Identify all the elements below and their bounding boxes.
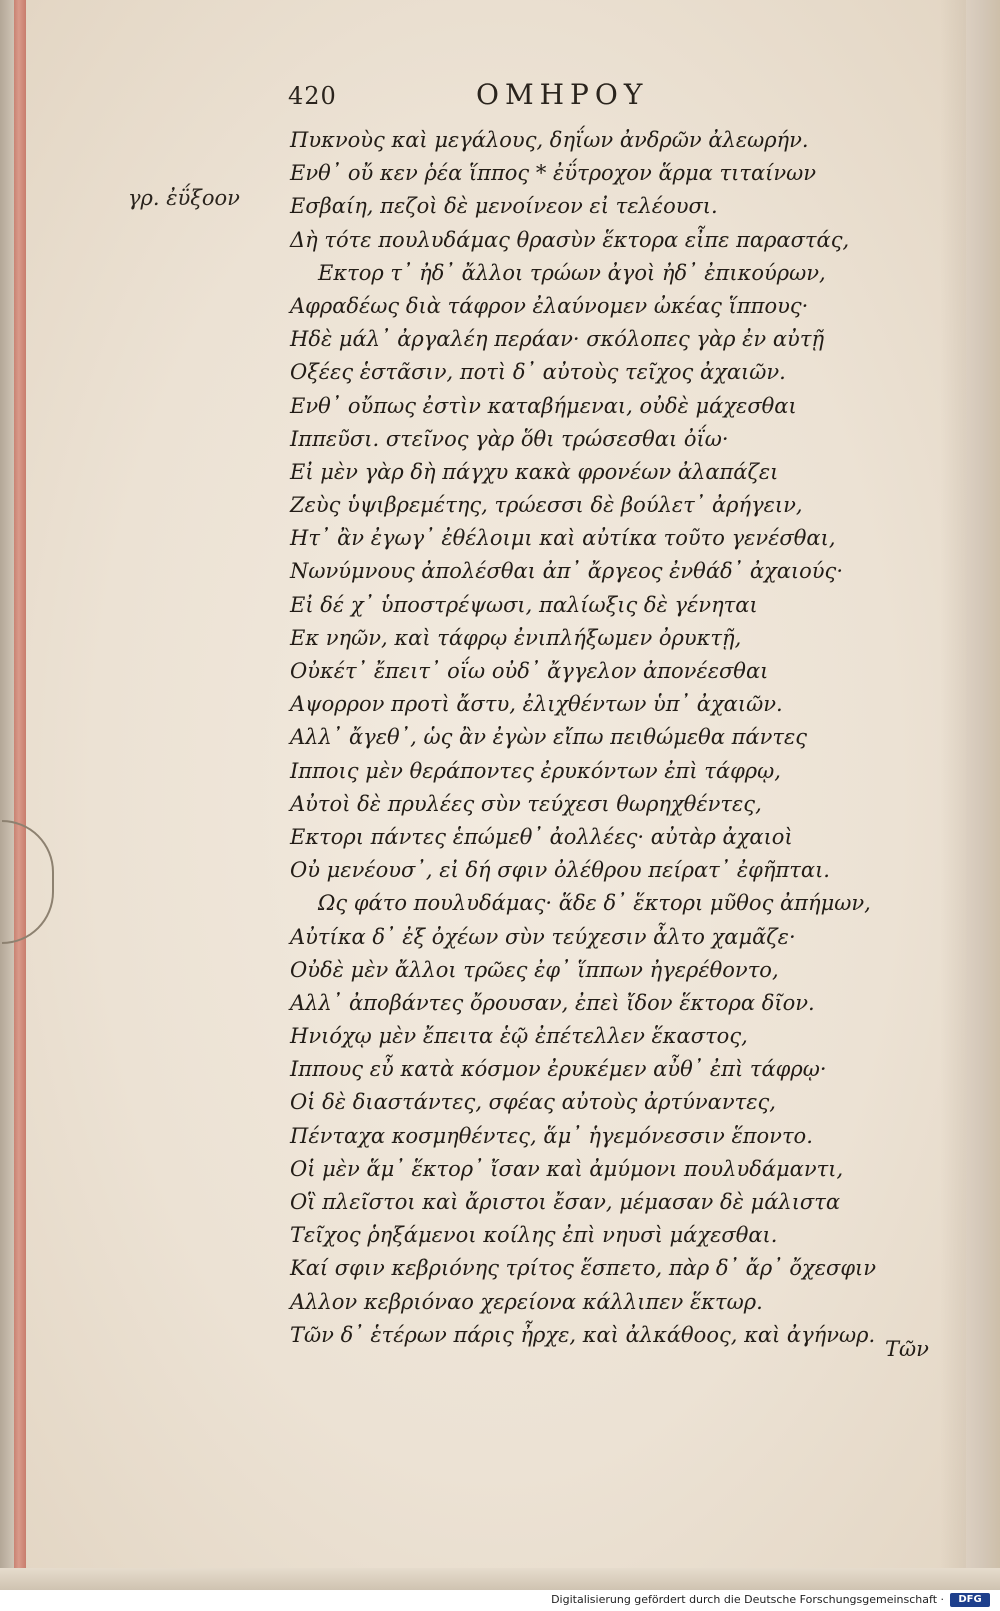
verse-line: Αψορρον προτὶ ἄστυ, ἐλιχθέντων ὑπ᾽ ἀχαιῶν.	[290, 692, 783, 717]
red-page-edge	[14, 0, 26, 1590]
verse-line: Ενθ᾽ οὔπως ἐστὶν καταβήμεναι, οὐδὲ μάχεσθαι	[290, 393, 797, 418]
verse-line: Αφραδέως διὰ τάφρον ἐλαύνομεν ὠκέας ἵππους·	[290, 293, 809, 318]
verse-line: Ητ᾽ ἂν ἐγωγ᾽ ἐθέλοιμι καὶ αὐτίκα τοῦτο γενέσθαι,	[290, 526, 836, 551]
page-bottom-edge	[0, 1568, 1000, 1590]
verse-line: Ως φάτο πουλυδάμας· ἅδε δ᾽ ἕκτορι μῦθος ἀπήμων,	[318, 891, 871, 916]
verse-line: Οὐκέτ᾽ ἔπειτ᾽ οΐω οὐδ᾽ ἄγγελον ἀπονέεσθαι	[290, 659, 769, 683]
verse-line: Οὐ μενέουσ᾽, εἰ δή σφιν ὀλέθρου πείρατ᾽ ἐφῆπται.	[290, 858, 830, 883]
verse-line: Αλλ᾽ ἄγεθ᾽, ὡς ἂν ἐγὼν εἴπω πειθώμεθα πάντες	[290, 725, 808, 750]
digitization-footer	[0, 1590, 1000, 1611]
verse-line: Καί σφιν κεβριόνης τρίτος ἕσπετο, πὰρ δ᾽ ἄρ᾽ ὄχεσφιν	[290, 1256, 877, 1281]
verse-line: Ιππεῦσι. στεῖνος γὰρ ὅθι τρώσεσθαι ὀΐω·	[290, 426, 729, 451]
verse-line: Εἰ μὲν γὰρ δὴ πάγχυ κακὰ φρονέων ἀλαπάζει	[290, 459, 779, 484]
verse-line: Ενθ᾽ οὔ κεν ῥέα ἵππος * ἐΰτροχον ἅρμα τιταίνων	[290, 161, 817, 186]
verse-line: Οἱ δὲ διαστάντες, σφέας αὐτοὺς ἀρτύναντες,	[290, 1090, 776, 1115]
verse-line: Πένταχα κοσμηθέντες, ἅμ᾽ ἡγεμόνεσσιν ἕποντο.	[290, 1123, 813, 1148]
verse-line: Τεῖχος ῥηξάμενοι κοίλης ἐπὶ νηυσὶ μάχεσθαι.	[290, 1223, 778, 1248]
book-edge	[0, 0, 14, 1590]
verse-line: Αὐτοὶ δὲ πρυλέες σὺν τεύχεσι θωρηχθέντες,	[290, 791, 762, 816]
verse-line: Αὐτίκα δ᾽ ἐξ ὀχέων σὺν τεύχεσιν ἆλτο χαμᾶζε·	[290, 924, 796, 949]
funding-credit: Digitalisierung gefördert durch die Deutsche Forschungsgemeinschaft ·	[551, 1593, 944, 1606]
margin-note: γρ. ἐΰξοον	[128, 186, 240, 210]
verse-line: Εκ νηῶν, καὶ τάφρῳ ἐνιπλήξωμεν ὀρυκτῇ,	[290, 625, 742, 650]
verse-line: Ιπποις μὲν θεράποντες ἐρυκόντων ἐπὶ τάφρῳ,	[290, 758, 781, 783]
verse-line: Τῶν δ᾽ ἑτέρων πάρις ἦρχε, καὶ ἀλκάθοος, καὶ ἀγήνωρ.	[290, 1322, 876, 1347]
verse-line: Ηδὲ μάλ᾽ ἀργαλέη περάαν· σκόλοπες γὰρ ἐν αὐτῇ	[290, 327, 825, 352]
verse-line: Ηνιόχῳ μὲν ἔπειτα ἑῷ ἐπέτελλεν ἕκαστος,	[290, 1024, 748, 1049]
verse-line: Αλλον κεβριόναο χερείονα κάλλιπεν ἕκτωρ.	[290, 1289, 763, 1314]
verse-line: Νωνύμνους ἀπολέσθαι ἀπ᾽ ἄργεος ἐνθάδ᾽ ἀχαιούς·	[290, 559, 843, 584]
page-number: 420	[288, 82, 337, 110]
running-title: ΟΜΗΡΟΥ	[476, 78, 649, 111]
verse-line: Ζεὺς ὑψιβρεμέτης, τρώεσσι δὲ βούλετ᾽ ἀρήγειν,	[290, 493, 803, 518]
verse-list	[290, 124, 950, 1352]
verse-line: Εκτορι πάντες ἑπώμεθ᾽ ἀολλέες· αὐτὰρ ἀχαιοὶ	[290, 824, 793, 849]
verse-line: Οξέες ἑστᾶσιν, ποτὶ δ᾽ αὐτοὺς τεῖχος ἀχαιῶν.	[290, 360, 786, 385]
verse-line: Εκτορ τ᾽ ἠδ᾽ ἄλλοι τρώων ἀγοὶ ἠδ᾽ ἐπικούρων,	[318, 260, 826, 285]
verse-line: Εἰ δέ χ᾽ ὑποστρέψωσι, παλίωξις δὲ γένηται	[290, 592, 758, 617]
dfg-logo: DFG	[950, 1593, 990, 1607]
verse-line: Αλλ᾽ ἀποβάντες ὄρουσαν, ἐπεὶ ἴδον ἕκτορα δῖον.	[290, 990, 815, 1015]
verse-line: Ιππους εὖ κατὰ κόσμον ἐρυκέμεν αὖθ᾽ ἐπὶ τάφρῳ·	[290, 1057, 827, 1082]
catchword: Τῶν	[885, 1337, 929, 1361]
verse-line: Οἳ πλεῖστοι καὶ ἄριστοι ἔσαν, μέμασαν δὲ μάλιστα	[290, 1190, 841, 1214]
verse-line: Οἱ μὲν ἅμ᾽ ἕκτορ᾽ ἴσαν καὶ ἀμύμονι πουλυδάμαντι,	[290, 1156, 844, 1181]
verse-line: Εσβαίη, πεζοὶ δὲ μενοίνεον εἰ τελέουσι.	[290, 194, 718, 219]
verse-line: Δὴ τότε πουλυδάμας θρασὺν ἕκτορα εἶπε παραστάς,	[290, 227, 850, 252]
page-header	[0, 78, 1000, 118]
verse-line: Πυκνοὺς καὶ μεγάλους, δηΐων ἀνδρῶν ἀλεωρήν.	[290, 128, 809, 152]
verse-line: Οὐδὲ μὲν ἄλλοι τρῶες ἐφ᾽ ἵππων ἠγερέθοντο,	[290, 957, 779, 982]
